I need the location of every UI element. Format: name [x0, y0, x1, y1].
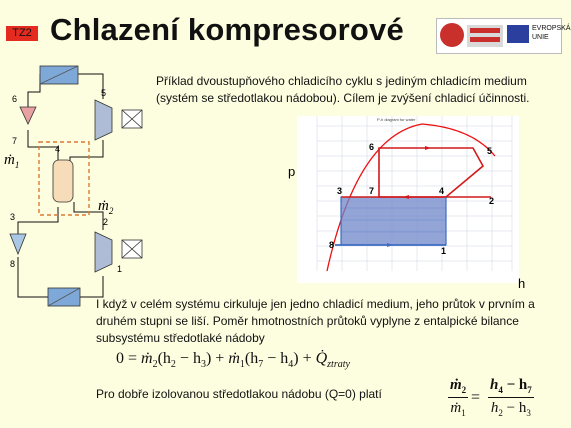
- flow-ratio-fraction: $\frac{ṁ_2}{ṁ_1}$: [450, 377, 467, 418]
- eu-flag-icon: [507, 25, 529, 43]
- ph-diagram: [297, 116, 519, 283]
- eu-label: EVROPSKÁ UNIE: [532, 25, 571, 41]
- intro-text: Příklad dvoustupňového chladicího cyklu s jediným chladicím medium (systém se středotlakou nádobou). Cílem je zvýšení chladicí účinnosti.: [156, 74, 530, 105]
- page-title: Chlazení kompresorové: [50, 12, 404, 47]
- ratio-equals: =: [471, 389, 481, 406]
- schem-label-8: 8: [10, 259, 16, 269]
- schem-label-6: 6: [12, 94, 18, 104]
- chart-title: P-h diagram for water: [377, 117, 416, 122]
- schem-label-5: 5: [101, 88, 107, 98]
- schem-label-3: 3: [10, 212, 16, 222]
- schem-label-1: 1: [117, 264, 123, 274]
- logo-strip: [436, 18, 571, 54]
- point-1: 1: [441, 246, 447, 256]
- point-3: 3: [337, 186, 343, 196]
- point-4: 4: [439, 186, 445, 196]
- ratio-note: Pro dobře izolovanou středotlakou nádobu (Q=0) platí: [96, 387, 382, 401]
- point-5: 5: [487, 146, 493, 156]
- body-text: I když v celém systému cirkuluje jen jedno chladicí medium, jeho průtok v prvním a druhém stupni se liší. Poměr hmotnostních průtoků vyplyne z entalpické bilance subsystému středotlaké nádoby: [96, 297, 535, 345]
- point-8: 8: [329, 240, 335, 250]
- schem-label-4: 4: [55, 144, 61, 154]
- prague-logo-icon: [467, 25, 503, 47]
- axis-label-h: h: [518, 276, 526, 291]
- cycle-schematic: [0, 62, 160, 324]
- axis-label-p: p: [288, 164, 296, 179]
- oppa-logo-icon: [440, 23, 464, 47]
- schem-label-7: 7: [12, 136, 18, 146]
- flow-m1: ṁ$_1$: [4, 152, 20, 170]
- point-6: 6: [369, 142, 375, 152]
- point-7: 7: [369, 186, 375, 196]
- schem-label-2: 2: [103, 217, 109, 227]
- flow-m2: ṁ$_2$: [98, 198, 114, 216]
- point-2: 2: [489, 196, 495, 206]
- slide-tag: TZ2: [6, 26, 38, 41]
- enthalpy-ratio-fraction: $\frac{h_4 - h_7}{h_2 - h_3}$: [490, 377, 532, 418]
- enthalpy-balance-equation: $0 = ṁ_2(h_2 - h_3)$ + $ṁ_1(h_7 - h_4)$ + $Q̇_{ztraty}$: [116, 350, 350, 371]
